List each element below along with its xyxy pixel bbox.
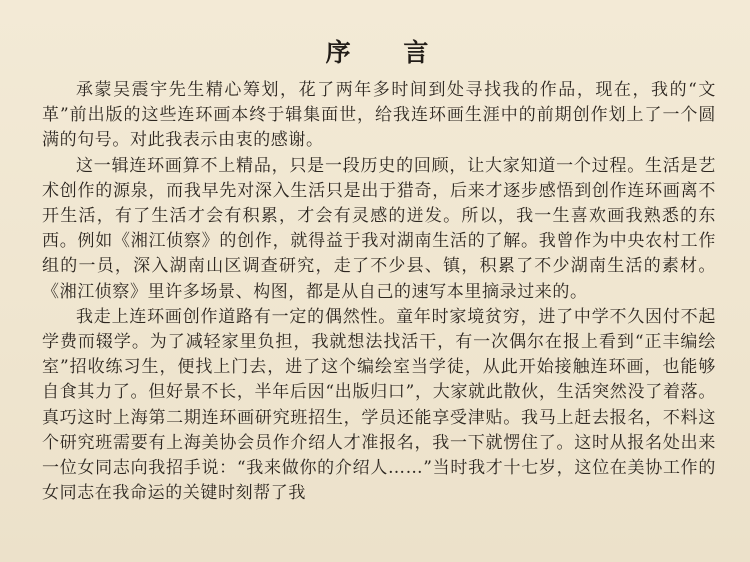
page-title: 序 言 (325, 38, 451, 67)
paragraph-1: 承蒙吴震宇先生精心筹划，花了两年多时间到处寻找我的作品，现在，我的“文革”前出版的这些连环画本终于辑集面世，给我连环画生涯中的前期创作划上了一个圆满的句号。对此我表示由衷的感谢。 (42, 80, 716, 151)
paragraph-3: 我走上连环画创作道路有一定的偶然性。童年时家境贫穷，进了中学不久因付不起学费而辍学。为了减轻家里负担，我就想法找活干，有一次偶尔在报上看到“正丰编绘室”招收练习生，便找上门去，进了这个编绘室当学徒，从此开始接触连环画，也能够自食其力了。但好景不长，半年后因“出版归口”，大家就此散伙，生活突然没了着落。真巧这时上海第二期连环画研究班招生，学员还能享受津贴。我马上赶去报名，不料这个研究班需要有上海美协会员作介绍人才准报名，我一下就愣住了。这时从报名处出来一位女同志向我招手说：“我来做你的介绍人……”当时我才十七岁，这位在美协工作的女同志在我命运的关键时刻帮了我 (42, 306, 716, 504)
paragraph-2: 这一辑连环画算不上精品，只是一段历史的回顾，让大家知道一个过程。生活是艺术创作的源泉，而我早先对深入生活只是出于猎奇，后来才逐步感悟到创作连环画离不开生活，有了生活才会有积累，才会有灵感的迸发。所以，我一生喜欢画我熟悉的东西。例如《湘江侦察》的创作，就得益于我对湖南生活的了解。我曾作为中央农村工作组的一员，深入湖南山区调查研究，走了不少县、镇，积累了不少湖南生活的素材。《湘江侦察》里许多场景、构图，都是从自己的速写本里摘录过来的。 (42, 155, 716, 302)
page-bottom-fade (0, 554, 750, 562)
